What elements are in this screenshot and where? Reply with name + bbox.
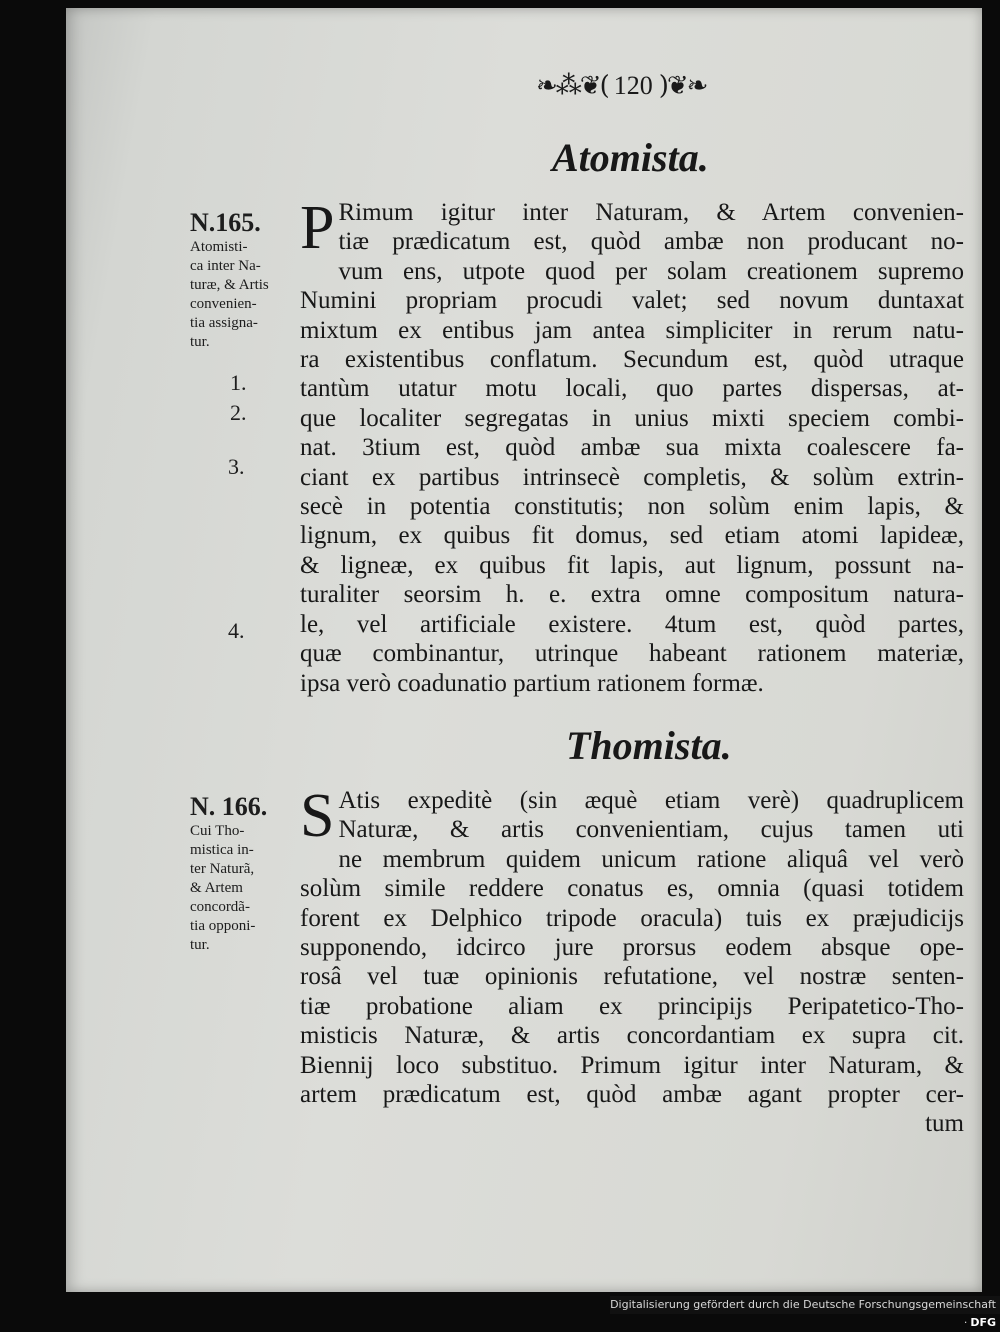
text-line: vum ens, utpote quod per solam creationem supremo — [338, 257, 964, 285]
text-line: nat. 3tium est, quòd ambæ sua mixta coalescere fa- — [300, 434, 964, 462]
dfg-logo: DFG — [970, 1316, 996, 1329]
text-line: quæ combinantur, utrinque habeant rationem materiæ, — [300, 640, 964, 668]
text-line: secè in potentia constitutis; non solùm enim lapis, & — [300, 493, 964, 521]
text-line: rosâ vel tuæ opinionis refutatione, vel nostræ senten- — [300, 963, 964, 991]
paragraph-thomista — [300, 782, 964, 1139]
margin-gloss-line: tia assigna- — [190, 315, 258, 331]
drop-cap: P — [300, 194, 335, 262]
margin-marker-2: 2. — [230, 400, 247, 425]
catchword: tum — [925, 1110, 964, 1138]
text-line: le, vel artificiale existere. 4tum est, quòd partes, — [300, 610, 964, 638]
margin-gloss-line: tur. — [190, 334, 210, 350]
text-line: que localiter segregatas in unius mixti speciem combi- — [300, 404, 964, 432]
text-line: misticis Naturæ, & artis concordantiam ex supra cit. — [300, 1022, 964, 1050]
section-title-atomista: Atomista. — [552, 135, 709, 180]
section-title-thomista: Thomista. — [566, 723, 732, 768]
margin-gloss-line: tia opponi- — [190, 918, 256, 934]
text-line: & ligneæ, ex quibus fit lapis, aut lignum, possunt na- — [300, 551, 964, 579]
margin-gloss-line: ca inter Na- — [190, 258, 261, 274]
text-line: tiæ prædicatum est, quòd ambæ non producant no- — [338, 228, 964, 256]
margin-gloss-line: concordã- — [190, 899, 250, 915]
header-ornament-right: )❦❧ — [658, 71, 707, 101]
text-line: tantùm utatur motu locali, quo partes dispersas, at- — [300, 375, 964, 403]
text-line: mixtum ex entibus jam antea simpliciter in rerum natu- — [300, 316, 964, 344]
text-line: ipsa verò coadunatio partium rationem formæ. — [300, 669, 764, 697]
text-line: ciant ex partibus intrinsecè completis, & solùm extrin- — [300, 463, 964, 491]
margin-marker-3: 3. — [228, 454, 245, 479]
text-line: turaliter seorsim h. e. extra omne compositum natura- — [300, 581, 964, 609]
margin-marker-4: 4. — [228, 618, 245, 643]
margin-gloss-line: Atomisti- — [190, 239, 248, 255]
text-line: supponendo, idcirco jure prorsus eodem absque ope- — [300, 934, 964, 962]
text-line: ne membrum quidem unicum ratione aliquâ vel verò — [338, 845, 964, 873]
paragraph-atomista — [300, 194, 964, 698]
margin-gloss-line: & Artem — [190, 880, 243, 896]
running-header — [536, 66, 736, 106]
text-line: forent ex Delphico tripode oracula) tuis ex præjudicijs — [300, 904, 964, 932]
page-number: 120 — [613, 71, 653, 100]
margin-number: N.165. — [190, 208, 261, 237]
margin-note-166 — [190, 792, 290, 955]
text-line: Naturæ, & artis convenientiam, cujus tamen uti — [338, 816, 964, 844]
text-line: Biennij loco substituo. Primum igitur inter Naturam, & — [300, 1051, 964, 1079]
text-line: lignum, ex quibus fit domus, sed etiam atomi lapideæ, — [300, 522, 964, 550]
footer-credit-text: Digitalisierung gefördert durch die Deutsche Forschungsgemeinschaft · — [610, 1298, 996, 1329]
margin-gloss-line: mistica in- — [190, 842, 254, 858]
text-line: tiæ probatione aliam ex principijs Peripatetico-Tho- — [300, 992, 964, 1020]
margin-marker-1: 1. — [230, 370, 247, 395]
header-ornament-left: ❧⁂❦( — [536, 71, 608, 101]
drop-cap: S — [300, 782, 335, 850]
text-line: Rimum igitur inter Naturam, & Artem convenien- — [338, 199, 964, 226]
margin-gloss-line: Cui Tho- — [190, 823, 245, 839]
text-line: solùm simile reddere conatus es, omnia (quasi totidem — [300, 875, 964, 903]
text-line: ra existentibus conflatum. Secundum est, quòd utraque — [300, 346, 964, 374]
margin-gloss-line: tur. — [190, 937, 210, 953]
text-line: Atis expeditè (sin æquè etiam verè) quadruplicem — [338, 787, 964, 814]
text-line: Numini propriam procudi valet; sed novum duntaxat — [300, 287, 964, 315]
margin-gloss-line: turæ, & Artis — [190, 277, 269, 293]
margin-number: N. 166. — [190, 792, 268, 821]
text-line: artem prædicatum est, quòd ambæ agant propter cer- — [300, 1081, 964, 1109]
digitization-credit-bar — [610, 1296, 1000, 1329]
margin-gloss-line: ter Naturã, — [190, 861, 255, 877]
margin-note-165 — [190, 208, 290, 352]
margin-gloss-line: convenien- — [190, 296, 257, 312]
